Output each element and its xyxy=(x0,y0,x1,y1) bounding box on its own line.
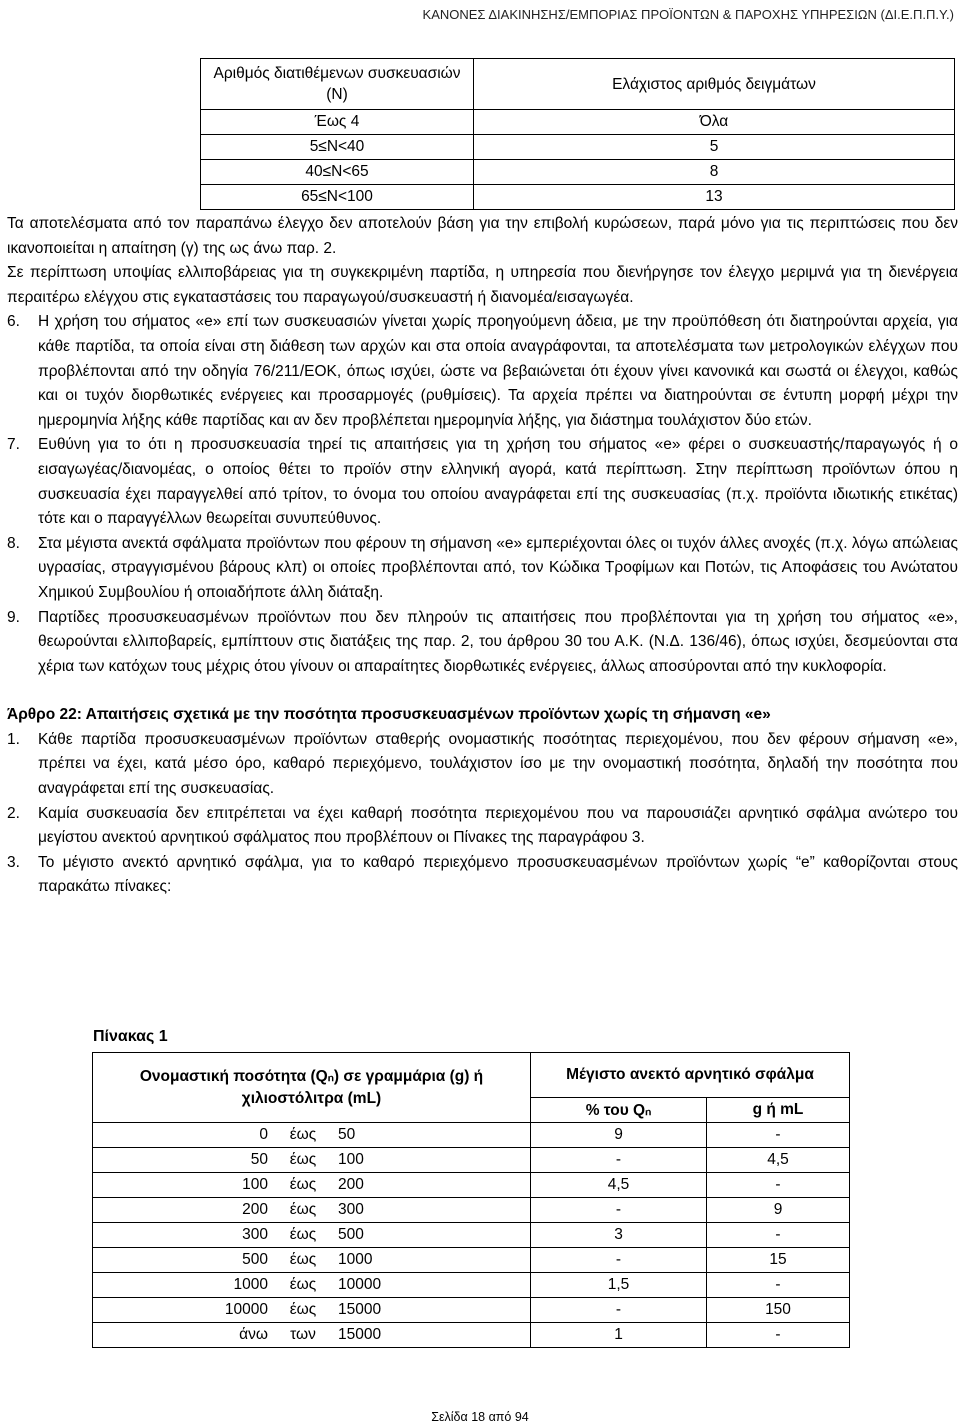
article-heading: Άρθρο 22: Απαιτήσεις σχετικά με την ποσότητα προσυσκευασμένων προϊόντων χωρίς τη σήμανση «e» xyxy=(7,706,771,724)
t1-range-cell xyxy=(93,1148,531,1173)
list-item xyxy=(7,728,958,802)
range-word: των xyxy=(290,1326,316,1343)
results-paragraph: Τα αποτελέσματα από τον παραπάνω έλεγχο δεν αποτελούν βάση για την επιβολή κυρώσεων, παρά μόνο για τις περιπτώσεις που δεν ικανοποιείται η απαίτηση (γ) της ως άνω παρ. 2. xyxy=(7,215,958,257)
t1-pct-cell: 9 xyxy=(531,1123,707,1148)
table-row xyxy=(93,1323,850,1348)
t1-pct-cell: 4,5 xyxy=(531,1173,707,1198)
range-from: 10000 xyxy=(224,1301,268,1318)
sample-count-cell: 5 xyxy=(474,135,955,160)
t1-pct-cell: - xyxy=(531,1298,707,1323)
tolerance-table xyxy=(92,1052,850,1348)
page-header xyxy=(0,7,960,22)
sample-range-cell: Έως 4 xyxy=(201,110,474,135)
table-row xyxy=(201,110,955,135)
sample-col1-header: Αριθμός διατιθέμενων συσκευασιών (Ν) xyxy=(201,59,474,110)
t1-gml-cell: 150 xyxy=(707,1298,850,1323)
range-to: 500 xyxy=(338,1226,364,1243)
range-word: έως xyxy=(289,1151,317,1168)
table-row xyxy=(201,160,955,185)
t1-pct-cell: - xyxy=(531,1248,707,1273)
t1-gml-cell: 9 xyxy=(707,1198,850,1223)
t1-col1-header: Ονομαστική ποσότητα (Qₙ) σε γραμμάρια (g) ή χιλιοστόλιτρα (mL) xyxy=(93,1053,531,1123)
item-number: 7. xyxy=(7,436,20,454)
item-text: Το μέγιστο ανεκτό αρνητικό σφάλμα, για το καθαρό περιεχόμενο προσυσκευασμένων προϊόντων χωρίς “e” καθορίζονται στους παρακάτω πίνακες: xyxy=(38,853,958,896)
range-from: 200 xyxy=(242,1201,268,1218)
range-from: 0 xyxy=(259,1126,268,1143)
table-row xyxy=(93,1248,850,1273)
table-row xyxy=(93,1223,850,1248)
range-word: έως xyxy=(289,1226,317,1243)
t1-gml-cell: 4,5 xyxy=(707,1148,850,1173)
range-to: 15000 xyxy=(338,1301,382,1318)
list-item xyxy=(7,802,958,851)
range-to: 300 xyxy=(338,1201,364,1218)
t1-gml-cell: 15 xyxy=(707,1248,850,1273)
t1-range-cell xyxy=(93,1273,531,1298)
sample-size-table xyxy=(200,58,955,210)
item-number: 6. xyxy=(7,313,20,331)
range-to: 10000 xyxy=(338,1276,382,1293)
list-item xyxy=(7,532,958,606)
item-text: Κάθε παρτίδα προσυσκευασμένων προϊόντων σταθερής ονομαστικής ποσότητας περιεχομένου, που δεν φέρουν σήμανση «e», πρέπει να έχει, κατά μέσο όρο, καθαρό περιεχόμενο, τουλάχιστον ίσο με την ονομαστική ποσότητα, δηλαδή την ποσότητα που αναγράφεται επί της συσκευασίας. xyxy=(38,730,958,798)
sample-table-header-row xyxy=(201,59,955,110)
t1-range-cell xyxy=(93,1323,531,1348)
table-row xyxy=(201,185,955,210)
range-to: 15000 xyxy=(338,1326,382,1343)
range-to: 100 xyxy=(338,1151,364,1168)
sample-col2-header: Ελάχιστος αριθμός δειγμάτων xyxy=(474,59,955,110)
item-text: Παρτίδες προσυσκευασμένων προϊόντων που δεν πληρούν τις απαιτήσεις που προβλέπονται για τη χρήση του σήματος «e», θεωρούνται ελλιποβαρείς, εμπίπτουν στις διατάξεις της παρ. 2, του άρθρου 30 του Α.Κ. (Ν.Δ. 136/46), όπως ισχύει, δεσμεύονται στα χέρια των κατόχων τους μέχρις ότου γίνουν οι απαραίτητες διορθωτικές ενέργειες, άλλως αποσύρονται από την κυκλοφορία. xyxy=(38,608,958,675)
suspicion-paragraph: Σε περίπτωση υποψίας ελλιποβάρειας για τη συγκεκριμένη παρτίδα, η υπηρεσία που διενήργησε τον έλεγχο μεριμνά για τη διενέργεια περαιτέρω ελέγχου στις εγκαταστάσεις του παραγωγού/συσκευαστή ή διανομέα/εισαγωγέα. xyxy=(7,264,958,306)
t1-sub-pct: % του Qₙ xyxy=(531,1098,707,1123)
item-number: 9. xyxy=(7,608,20,626)
table-row xyxy=(93,1298,850,1323)
t1-sub-gml: g ή mL xyxy=(707,1098,850,1123)
range-from: 50 xyxy=(250,1151,268,1168)
range-from: 100 xyxy=(242,1176,268,1193)
t1-gml-cell: - xyxy=(707,1123,850,1148)
page-footer xyxy=(0,1410,960,1424)
t1-header-row xyxy=(93,1053,850,1098)
sample-range-cell: 5≤Ν<40 xyxy=(201,135,474,160)
list-item xyxy=(7,851,958,900)
item-text: Η χρήση του σήματος «e» επί των συσκευασιών γίνεται χωρίς προηγούμενη άδεια, με την προϋπόθεση ότι διατηρούνται αρχεία, για κάθε παρτίδα, τα οποία είναι στη διάθεση των αρχών και στα οποία αναγράφονται, τα αποτελέσματα των μετρολογικών ελέγχων που προβλέπονται από την οδηγία 76/211/ΕΟΚ, όπως ισχύει, ώστε να βεβαιώνεται ότι έχουν γίνει κανονικά και σωστά οι έλεγχοι, καθώς και οι τυχόν διορθωτικές ενέργειες και προσαρμογές (ρυθμίσεις). Τα αρχεία πρέπει να διατηρούνται σε έντυπη μορφή μέχρι την ημερομηνία λήξης κάθε παρτίδας και αν δεν προβλέπεται ημερομηνία λήξης, για διάστημα τουλάχιστον δύο ετών. xyxy=(38,313,958,429)
sample-count-cell: Όλα xyxy=(474,110,955,135)
t1-pct-cell: 1,5 xyxy=(531,1273,707,1298)
table-row xyxy=(93,1123,850,1148)
sample-count-cell: 13 xyxy=(474,185,955,210)
table1-title: Πίνακας 1 xyxy=(93,1028,168,1045)
sample-count-cell: 8 xyxy=(474,160,955,185)
sample-range-cell: 65≤Ν<100 xyxy=(201,185,474,210)
t1-pct-cell: - xyxy=(531,1198,707,1223)
range-word: έως xyxy=(289,1126,317,1143)
t1-gml-cell: - xyxy=(707,1323,850,1348)
t1-gml-cell: - xyxy=(707,1223,850,1248)
table-row xyxy=(93,1173,850,1198)
range-word: έως xyxy=(289,1276,317,1293)
item-number: 8. xyxy=(7,534,20,552)
range-word: έως xyxy=(289,1176,317,1193)
t1-pct-cell: 3 xyxy=(531,1223,707,1248)
range-to: 200 xyxy=(338,1176,364,1193)
range-word: έως xyxy=(289,1201,317,1218)
t1-range-cell xyxy=(93,1223,531,1248)
t1-col2-header: Μέγιστο ανεκτό αρνητικό σφάλμα xyxy=(531,1053,850,1098)
item-text: Καμία συσκευασία δεν επιτρέπεται να έχει καθαρή ποσότητα περιεχομένου που να παρουσιάζει αρνητικό σφάλμα ανώτερο του μεγίστου ανεκτού αρνητικού σφάλματος που προβλέπουν οι Πίνακες της παραγράφου 3. xyxy=(38,804,958,847)
t1-range-cell xyxy=(93,1298,531,1323)
range-to: 50 xyxy=(338,1126,356,1143)
t1-range-cell xyxy=(93,1248,531,1273)
item-text: Στα μέγιστα ανεκτά σφάλματα προϊόντων που φέρουν τη σήμανση «e» εμπεριέχονται όλες οι τυχόν άλλες ανοχές (π.χ. λόγω απώλειας υγρασίας, στραγγισμένου βάρους κλπ) οι οποίες προβλέπονται από, τον Κώδικα Τροφίμων και Ποτών, τις Αποφάσεις του Ανώτατου Χημικού Συμβουλίου ή οποιαδήποτε άλλη διάταξη. xyxy=(38,534,958,601)
sample-range-cell: 40≤Ν<65 xyxy=(201,160,474,185)
t1-range-cell xyxy=(93,1198,531,1223)
range-to: 1000 xyxy=(338,1251,373,1268)
range-from: άνω xyxy=(239,1326,268,1343)
list-item xyxy=(7,433,958,531)
table-row xyxy=(93,1273,850,1298)
range-from: 500 xyxy=(242,1251,268,1268)
item-number: 1. xyxy=(7,730,20,748)
range-from: 300 xyxy=(242,1226,268,1243)
item-number: 2. xyxy=(7,804,20,822)
table-row xyxy=(201,135,955,160)
header-title: ΚΑΝΟΝΕΣ ΔΙΑΚΙΝΗΣΗΣ/ΕΜΠΟΡΙΑΣ ΠΡΟΪΟΝΤΩΝ & ΠΑΡΟΧΗΣ ΥΠΗΡΕΣΙΩΝ (ΔΙ.Ε.Π.Π.Υ.) xyxy=(422,7,954,22)
t1-gml-cell: - xyxy=(707,1173,850,1198)
t1-gml-cell: - xyxy=(707,1273,850,1298)
t1-range-cell xyxy=(93,1123,531,1148)
page-number: Σελίδα 18 από 94 xyxy=(431,1410,529,1424)
range-word: έως xyxy=(289,1251,317,1268)
range-from: 1000 xyxy=(233,1276,268,1293)
t1-range-cell xyxy=(93,1173,531,1198)
table-row xyxy=(93,1148,850,1173)
t1-pct-cell: - xyxy=(531,1148,707,1173)
list-item xyxy=(7,606,958,680)
range-word: έως xyxy=(289,1301,317,1318)
body-text xyxy=(7,212,958,900)
item-number: 3. xyxy=(7,853,20,871)
list-item xyxy=(7,310,958,433)
table-row xyxy=(93,1198,850,1223)
t1-pct-cell: 1 xyxy=(531,1323,707,1348)
item-text: Ευθύνη για το ότι η προσυσκευασία τηρεί τις απαιτήσεις για τη χρήση του σήματος «e» φέρει ο συσκευαστής/παραγωγός ή ο εισαγωγέας/διανομέας, ο οποίος θέτει το προϊόν στην ελληνική αγορά, κατά περίπτωση. Στην περίπτωση προϊόντων όπου η συσκευασία έχει παραγγελθεί από τρίτον, το όνομα του οποίου αναγράφεται επί της συσκευασίας (π.χ. προϊόντα ιδιωτικής ετικέτας) τότε και ο παραγγέλλων θεωρείται συνυπεύθυνος. xyxy=(38,436,958,528)
